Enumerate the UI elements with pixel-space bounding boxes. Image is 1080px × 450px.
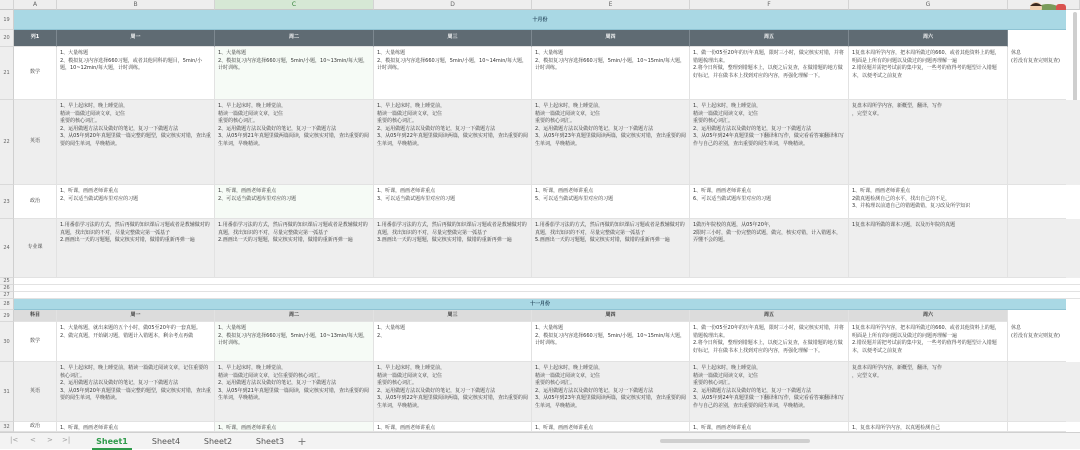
header-cell[interactable]: 周三 — [374, 310, 532, 322]
plan-cell[interactable]: 1、早上起床时，晚上睡觉前， 精读一篇做过阅读文章，记住 重要的核心词汇。 2、运用做题方法以及做好的笔记，复习一下做题方法 3、从05年到22年真题里做阅读两篇，做完核实对错，查出重要的阅生单词，早晚精读。 — [374, 362, 532, 422]
plan-cell[interactable]: 1、早上起床时，晚上睡觉前， 精读一篇做过阅读文章，记住 重要的核心词汇。 2、运用做题方法以及做好的笔记，复习一下做题方法 3、从05年到20年真题里做一篇完整的题型，做完核实对错，查出重要的阅生单词，早晚精读。 — [57, 100, 215, 185]
column-header-d[interactable]: D — [374, 0, 532, 10]
plan-cell[interactable]: 1、听课，画画老师讲重点 — [374, 422, 532, 432]
row-number: 25 — [0, 278, 14, 285]
subject-label[interactable]: 英语 — [14, 362, 57, 422]
row-number: 30 — [0, 322, 14, 362]
row-number: 19 — [0, 10, 14, 30]
plan-cell[interactable]: 1、听课，画画老师讲重点 — [532, 422, 690, 432]
plan-cell[interactable]: 1、听课，画画老师讲重点 2、可以适当做试题库里对应的习题 — [215, 185, 374, 219]
month-title-october: 十月份 — [14, 10, 1066, 30]
row-number: 21 — [0, 47, 14, 100]
header-cell[interactable]: 周二 — [215, 30, 374, 47]
plan-cell[interactable]: 1、大量练题 2、模拟复习内容选择660习题，5min/小题，10~15min/每大题，计时训练。 — [532, 322, 690, 362]
header-cell[interactable]: 周一 — [57, 310, 215, 322]
plan-cell[interactable]: 1、大量练题 2、模拟复习内容选择660习题，5min/小题，10~13min/每大题，计时训练。 — [215, 322, 374, 362]
sheet-tab-bar — [0, 432, 1080, 449]
plan-cell[interactable]: 1、听课，画画老师讲重点 2做真题检测自己的水平，找出自己的不足， 3、并梳理以前遗自己的错题做错，复习改及所学知识 — [849, 185, 1008, 219]
row-number: 22 — [0, 100, 14, 185]
table-row — [14, 185, 1080, 219]
plan-cell[interactable]: 1、做一份05至20年的历年真题，限时三小时，做完核实对错，并将错题梳理出来。 2.将今日所做，整理到错题本上，以便之后复查，在做错题的地方做好标记，并在做书本上找到对应的内容，再强化理解一下。 — [690, 47, 849, 100]
first-sheet-icon[interactable]: |< — [10, 436, 19, 444]
empty-row[interactable] — [14, 285, 1080, 292]
row-number: 27 — [0, 292, 14, 299]
plan-cell[interactable] — [1008, 422, 1066, 432]
plan-cell[interactable]: 1、听课，画画老师讲重点 5、可以适当做试题库里对应的习题 — [532, 185, 690, 219]
plan-cell[interactable]: 复盘本周所学内容，新概型，翻译，写作 ，完型文章。 — [849, 362, 1008, 422]
plan-cell[interactable]: 1、复盘本周所学内容，以真题检测自己 — [849, 422, 1008, 432]
plan-cell[interactable]: 1、早上起床时，晚上睡觉前，精读一篇做过阅读文章，记住重要的核心词汇。 2、运用做题方法以及做好的笔记，复习一下做题方法 3、从05年到20年真题里做一篇完整的题型，做完核实对错，查出重要的阅生单词，早晚精读。 — [57, 362, 215, 422]
tab-sheet3[interactable]: Sheet3 — [255, 437, 285, 446]
subject-label[interactable]: 英语 — [14, 100, 57, 185]
row-number: 28 — [0, 299, 14, 310]
empty-row[interactable] — [14, 278, 1080, 285]
next-sheet-icon[interactable]: > — [47, 436, 53, 444]
plan-cell[interactable]: 1.用番茄学习法的方式，然后再做的知识课后习题或者是教辅做对的真题，找出知识的不对，尽量完整做完第一弧基子 5.画画出一天的习题题，做完核实对错，做错的重新再弹一遍 — [532, 219, 690, 278]
row-number: 23 — [0, 185, 14, 219]
column-header-b[interactable]: B — [57, 0, 215, 10]
plan-cell[interactable]: 休息 (若没有复查完则复查) — [1008, 322, 1066, 362]
plan-cell[interactable]: 1、早上起床时，晚上睡觉前， 精读一篇做过阅读文章，记住 重要的核心词汇。 2、运用做题方法以及做好的笔记，复习一下做题方法 3、从05年到22年真题里做阅读两篇，做完核实对错，查出重要的阅生单词，早晚精读。 — [374, 100, 532, 185]
plan-cell[interactable] — [1008, 100, 1066, 185]
row-number: 31 — [0, 362, 14, 422]
november-header-row — [14, 310, 1080, 322]
table-row — [14, 47, 1080, 100]
plan-cell[interactable]: 1做历年院校的真题，从05年20年， 2限时三小时，做一份完整的试题，做完，核实对错，计入错题本，弄懂不会的题。 — [690, 219, 849, 278]
tab-sheet1[interactable]: Sheet1 — [92, 435, 132, 450]
empty-row[interactable] — [14, 292, 1080, 299]
prev-sheet-icon[interactable]: < — [30, 436, 36, 444]
plan-cell[interactable]: 1、大量练题 2、模拟复习内容选择660习题，5min/小题，10~14min/每大题，计时训练。 — [374, 47, 532, 100]
plan-cell[interactable]: 1.用番茄学习法的方式，然后再做的知识课后习题或者是教辅做对的真题，找出知识的不对，尽量完整做完第一弧基子 2.画画出一天的习题题，做完核实对错，做错的重新再弹一遍 — [215, 219, 374, 278]
column-header-e[interactable]: E — [532, 0, 690, 10]
row-number: 29 — [0, 310, 14, 322]
add-sheet-button[interactable]: + — [297, 435, 307, 448]
plan-cell[interactable]: 1、听课，画画老师讲重点 3、可以适当做试题库里对应的习题 — [374, 185, 532, 219]
plan-cell[interactable]: 1、大量练题 2、 — [374, 322, 532, 362]
header-cell[interactable]: 列1 — [14, 30, 57, 47]
plan-cell[interactable]: 1.用番茄学习法的方式，然后再做的知识课后习题或者是教辅做对的真题，找出知识的不对，尽量完整做完第一弧基子 2.画画出一天的习题题，做完核实对错，做错的重新再弹一遍 — [57, 219, 215, 278]
plan-cell[interactable]: 1复盘本周所学内容，把本周所做过的660、或者其他资料上的题，明面是上所有的问题以及做过的问题再理解一遍 2.错误题并需把考试前的集中复，一些考的值得考的题型计入错题本，以便考试之前复查 — [849, 47, 1008, 100]
table-row — [14, 100, 1080, 185]
plan-cell[interactable]: 1、大量练题 2、模拟复习内容选择660习题，或者其他同科的题目，5min/小题，10~12min/每大题，计时训练。 — [57, 47, 215, 100]
column-header-a[interactable]: A — [14, 0, 57, 10]
plan-cell[interactable]: 1、听课，画画老师讲重点 — [690, 422, 849, 432]
plan-cell[interactable] — [1008, 362, 1066, 422]
header-cell[interactable]: 周四 — [532, 30, 690, 47]
table-row — [14, 219, 1080, 278]
last-sheet-icon[interactable]: >| — [62, 436, 71, 444]
table-row — [14, 422, 1080, 432]
subject-label[interactable]: 专业课 — [14, 219, 57, 278]
header-cell[interactable]: 周四 — [532, 310, 690, 322]
plan-cell[interactable]: 1.用番茄学习法的方式，然后再做的知识课后习题或者是教辅做对的真题，找出知识的不对，尽量完整做完第一弧基子 3.画画出一天的习题题，做完核实对错，做错的重新再弹一遍 — [374, 219, 532, 278]
column-header-c[interactable]: C — [215, 0, 374, 10]
header-cell[interactable]: 周一 — [57, 30, 215, 47]
plan-cell[interactable]: 1、听课，画画老师讲重点 2、可以适当做试题库里对应的习题 — [57, 185, 215, 219]
header-cell[interactable]: 周三 — [374, 30, 532, 47]
plan-cell[interactable]: 1、早上起床时，晚上睡觉前， 精读一篇做过阅读文章，记住 重要的核心词汇。 2、运用做题方法以及做好的笔记，复习一下做题方法 3、从05年到24年真题里做一下翻译和写作，做完看看答案翻译和写作与自己的差别，查出重要的阅生单词，早晚精读。 — [690, 362, 849, 422]
row-number: 32 — [0, 422, 14, 432]
plan-cell[interactable]: 1、早上起床时，晚上睡觉前， 精读一篇做过阅读文章，记住重要的核心词汇。 2、运用做题方法以及做好的笔记，复习一下做题方法 3、从05年到21年真题里做一篇阅读，做完核实对错，查出重要的阅生单词，早晚精读。 — [215, 362, 374, 422]
subject-label[interactable]: 数学 — [14, 47, 57, 100]
row-number: 24 — [0, 219, 14, 278]
plan-cell[interactable]: 1复盘本周所学内容，把本周所做过的660、或者其他资料上的题，明面是上所有的问题以及做过的问题再理解一遍 2.错误题并需把考试前的集中复，一些考的值得考的题型计入错题本，以便考试之前复查 — [849, 322, 1008, 362]
plan-cell[interactable]: 1、大量练题 2、模拟复习内容选择660习题，5min/小题，10~13min/每大题，计时训练。 — [215, 47, 374, 100]
table-row — [14, 322, 1080, 362]
plan-cell[interactable]: 1、听课，画画老师讲重点 — [57, 422, 215, 432]
horizontal-scrollbar[interactable] — [660, 439, 810, 443]
month-title-november: 十一月份 — [14, 299, 1066, 310]
header-cell[interactable]: 周五 — [690, 310, 849, 322]
row-number: 20 — [0, 30, 14, 47]
plan-cell[interactable] — [1008, 219, 1066, 278]
plan-cell[interactable] — [1008, 185, 1066, 219]
plan-cell[interactable]: 1、早上起床时，晚上睡觉前， 精读一篇做过阅读文章，记住 重要的核心词汇。 2、运用做题方法以及做好的笔记，复习一下做题方法 3、从05年到24年真题里做一下翻译和写作，做完看看答案翻译和写作与自己的差别，查出重要的阅生单词，早晚精读。 — [690, 100, 849, 185]
plan-cell[interactable]: 1、早上起床时，晚上睡觉前， 精读一篇做过阅读文章，记住 重要的核心词汇。 2、运用做题方法以及做好的笔记，复习一下做题方法 3、从05年到21年真题里做两篇阅读，做完核实对错，查出重要的阅生单词，早晚精读。 — [215, 100, 374, 185]
header-cell[interactable]: 科目 — [14, 310, 57, 322]
header-cell[interactable]: 周六 — [849, 310, 1008, 322]
plan-cell[interactable]: 1、大量练题，就出来题的五个小时，做05至20年的一套真题。 2、做完真题，开始刷习题，错题计入错题本，剩余考点再做 — [57, 322, 215, 362]
plan-cell[interactable]: 1、大量练题 2、模拟复习内容选择660习题，5min/小题，10~15min/每大题，计时训练。 — [532, 47, 690, 100]
subject-label[interactable]: 政治 — [14, 185, 57, 219]
subject-label[interactable]: 政治 — [14, 422, 57, 432]
plan-cell[interactable]: 休息 (若没有复查完则复查) — [1008, 47, 1066, 100]
tab-sheet2[interactable]: Sheet2 — [203, 437, 233, 446]
plan-cell[interactable]: 1、早上起床时，晚上睡觉前， 精读一篇做过阅读文章，记住 重要的核心词汇。 2、运用做题方法以及做好的笔记，复习一下做题方法 3、从05年到23年真题里做阅读两篇，做完核实对错，查出重要的阅生单词，早晚精读。 — [532, 362, 690, 422]
october-header-row — [14, 30, 1080, 47]
header-cell[interactable]: 周五 — [690, 30, 849, 47]
plan-cell[interactable]: 1、早上起床时，晚上睡觉前， 精读一篇做过阅读文章，记住 重要的核心词汇。 2、运用做题方法以及做好的笔记，复习一下做题方法 3、从05年到23年真题里做阅读两篇，做完核实对错，查出重要的阅生单词，早晚精读。 — [532, 100, 690, 185]
header-cell[interactable]: 周六 — [849, 30, 1008, 47]
plan-cell[interactable]: 1复盘本周所做的课本习题，以及历年院的真题 — [849, 219, 1008, 278]
plan-cell[interactable]: 复盘本周所学内容，新概型，翻译，写作 ，完型文章。 — [849, 100, 1008, 185]
plan-cell[interactable]: 1、做一份05至20年的历年真题，限时三小时，做完核实对错，并将错题梳理出来。 2.将今日所做，整理到错题本上，以便之后复查，在做错题的地方做好标记，并在做书本上找到对应的内容，再强化理解一下。 — [690, 322, 849, 362]
column-header-f[interactable]: F — [690, 0, 849, 10]
table-row — [14, 362, 1080, 422]
column-header-g[interactable]: G — [849, 0, 1008, 10]
select-all-corner[interactable] — [0, 0, 14, 10]
subject-label[interactable]: 数学 — [14, 322, 57, 362]
header-cell[interactable]: 周二 — [215, 310, 374, 322]
plan-cell[interactable]: 1、听课，画画老师讲重点 6、可以适当做试题库里对应的习题 — [690, 185, 849, 219]
tab-sheet4[interactable]: Sheet4 — [151, 437, 181, 446]
plan-cell[interactable]: 1、听课，画画老师讲重点 — [215, 422, 374, 432]
row-number: 26 — [0, 285, 14, 292]
